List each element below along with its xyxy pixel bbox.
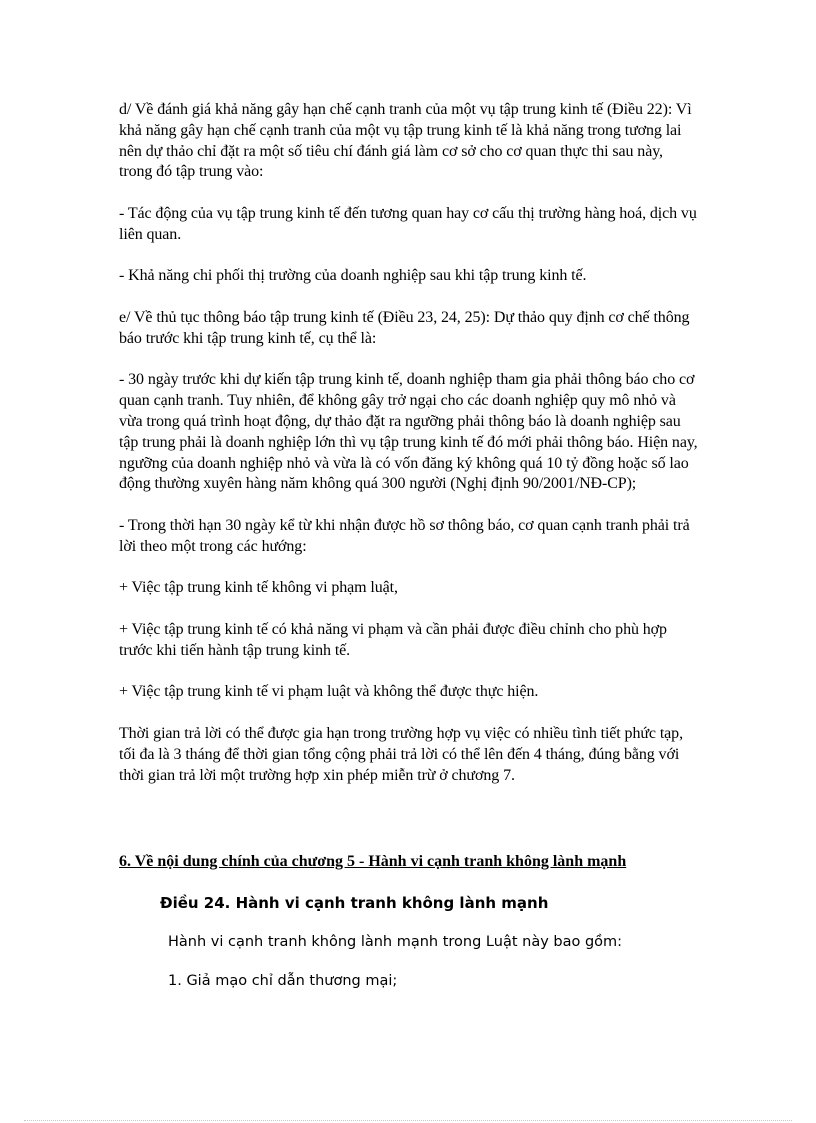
paragraph-market-dominance: - Khả năng chi phối thị trường của doanh nghiệp sau khi tập trung kinh tế.: [119, 267, 587, 285]
article-title: Điều 24. Hành vi cạnh tranh không lành mạnh: [160, 894, 549, 912]
paragraph-extension: Thời gian trả lời có thể được gia hạn trong trường hợp vụ việc có nhiều tình tiết phức tạp, tối đa là 3 tháng để thời gian tổng cộng phải trả lời có thể lên đến 4 tháng, đúng bằng với thời gian trả lời một trường hợp xin phép miễn trừ ở chương 7.: [119, 724, 683, 784]
paragraph-response-period: - Trong thời hạn 30 ngày kể từ khi nhận được hồ sơ thông báo, cơ quan cạnh tranh phải trả lời theo một trong các hướng:: [119, 516, 690, 555]
section-heading: 6. Về nội dung chính của chương 5 - Hành vi cạnh tranh không lành mạnh: [119, 853, 627, 870]
paragraph-outcome-violation: + Việc tập trung kinh tế vi phạm luật và không thể được thực hiện.: [119, 683, 539, 701]
article-list-item: 1. Giả mạo chỉ dẫn thương mại;: [168, 973, 398, 989]
article-intro: Hành vi cạnh tranh không lành mạnh trong Luật này bao gồm:: [168, 934, 623, 950]
paragraph-outcome-possible-violation: + Việc tập trung kinh tế có khả năng vi phạm và cần phải được điều chỉnh cho phù hợp trước khi tiến hành tập trung kinh tế.: [119, 620, 667, 659]
paragraph-30-day-notice: - 30 ngày trước khi dự kiến tập trung kinh tế, doanh nghiệp tham gia phải thông báo cho cơ quan cạnh tranh. Tuy nhiên, để không gây trở ngại cho các doanh nghiệp quy mô nhỏ và vừa trong quá trình hoạt động, dự thảo đặt ra ngưỡng phải thông báo là doanh nghiệp sau tập trung phải là doanh nghiệp lớn thì vụ tập trung kinh tế đó mới phải thông báo. Hiện nay, ngưỡng của doanh nghiệp nhỏ và vừa là có vốn đăng ký không quá 10 tỷ đồng hoặc số lao động thường xuyên hàng năm không quá 300 người (Nghị định 90/2001/NĐ-CP);: [119, 371, 698, 493]
paragraph-market-structure-impact: - Tác động của vụ tập trung kinh tế đến tương quan hay cơ cấu thị trường hàng hoá, dịch vụ liên quan.: [119, 204, 697, 243]
paragraph-outcome-no-violation: + Việc tập trung kinh tế không vi phạm luật,: [119, 579, 398, 597]
document-body: [119, 100, 699, 807]
page-bottom-divider: [24, 1120, 792, 1121]
paragraph-competition-restriction: d/ Về đánh giá khả năng gây hạn chế cạnh tranh của một vụ tập trung kinh tế (Điều 22): Vì khả năng gây hạn chế cạnh tranh của một vụ tập trung kinh tế là khả năng trong tương lai nên dự thảo chỉ đặt ra một số tiêu chí đánh giá làm cơ sở cho cơ quan thực thi sau này, trong đó tập trung vào:: [119, 101, 692, 181]
paragraph-notification-procedure: e/ Về thủ tục thông báo tập trung kinh tế (Điều 23, 24, 25): Dự thảo quy định cơ chế thông báo trước khi tập trung kinh tế, cụ thể là:: [119, 308, 690, 347]
